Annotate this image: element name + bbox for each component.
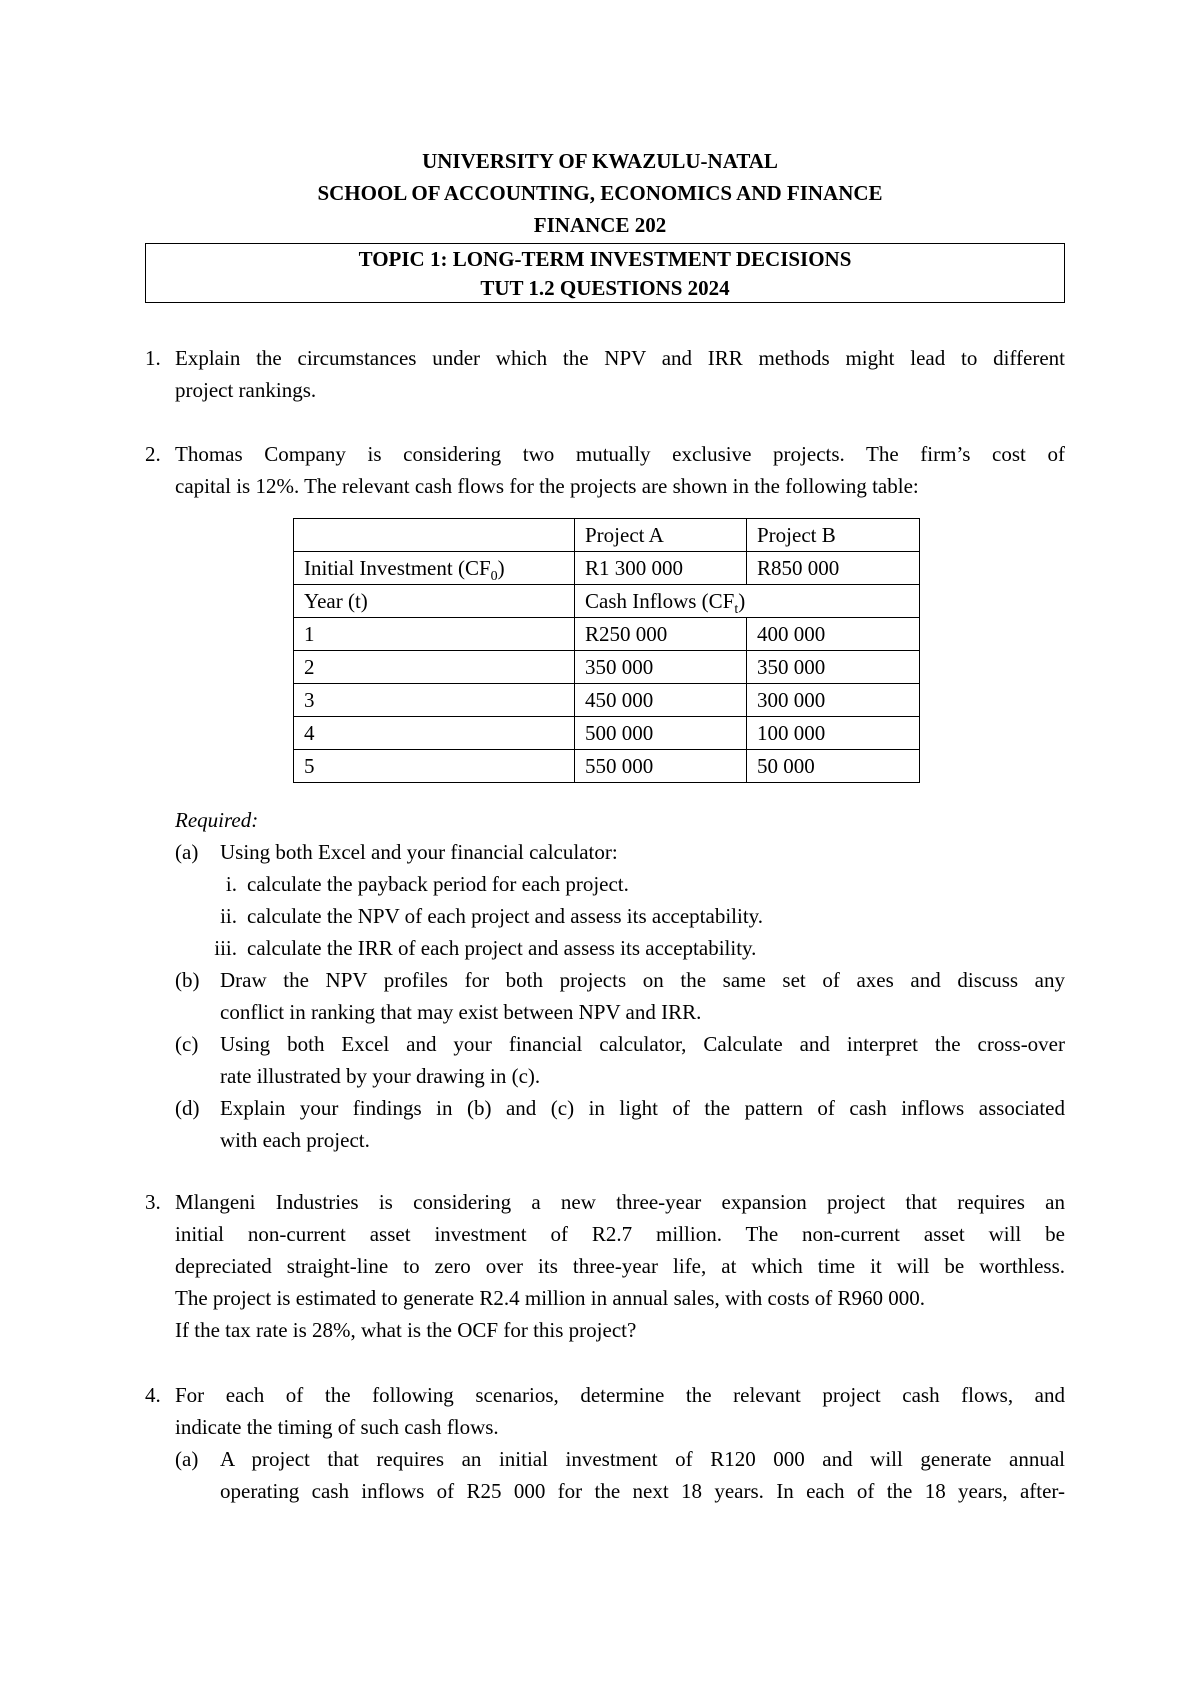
question-text-line: If the tax rate is 28%, what is the OCF for this project? [175,1318,637,1342]
question-number: 3. [145,1190,161,1214]
table-cell: R850 000 [747,552,920,585]
topic-box [145,243,1065,303]
part-text: calculate the payback period for each project. [247,872,629,896]
table-row [294,717,920,750]
course-code: FINANCE 202 [533,213,667,237]
roman-label: iii. [214,936,237,960]
table-cell: R250 000 [575,618,747,651]
part-c [175,1028,1065,1092]
part-text: Using both Excel and your financial calculator, Calculate and interpret the cross-over [220,1032,1065,1056]
part-text: calculate the IRR of each project and assess its acceptability. [247,936,757,960]
question-text-line: Explain the circumstances under which the NPV and IRR methods might lead to different [175,346,1065,370]
table-cell: 350 000 [575,651,747,684]
table-row [294,651,920,684]
table-cell: 500 000 [575,717,747,750]
part-a-i [175,868,1065,900]
part-text: Draw the NPV profiles for both projects on the same set of axes and discuss any [220,968,1065,992]
table-cell: 1 [294,618,575,651]
part-text: Explain your findings in (b) and (c) in light of the pattern of cash inflows associated [220,1096,1065,1120]
table-row [294,684,920,717]
question-number: 4. [145,1383,161,1407]
part-a-ii [175,900,1065,932]
question-2-required [145,804,1065,1156]
part-a [175,836,1065,868]
question-number: 2. [145,442,161,466]
part-text: conflict in ranking that may exist between NPV and IRR. [220,1000,702,1024]
part-text: A project that requires an initial investment of R120 000 and will generate annual [220,1447,1065,1471]
part-label: (a) [175,840,199,864]
table-cell: 350 000 [747,651,920,684]
question-text-line: Mlangeni Industries is considering a new three-year expansion project that requires an [175,1190,1065,1214]
part-a [175,1443,1065,1507]
part-b [175,964,1065,1028]
question-text-line: capital is 12%. The relevant cash flows for the projects are shown in the following table: [175,474,919,498]
initial-investment-label: Initial Investment $(CF_0)$ [294,552,575,585]
table-row [294,585,920,618]
part-label: (d) [175,1096,200,1120]
question-3 [145,1186,1065,1346]
table-cell: R1 300 000 [575,552,747,585]
table-cell: 100 000 [747,717,920,750]
cash-flow-table [293,518,920,783]
university-name: UNIVERSITY OF KWAZULU-NATAL [422,149,778,173]
required-label: Required: [175,808,259,832]
part-label: (a) [175,1447,199,1471]
tutorial-title: TUT 1.2 QUESTIONS 2024 [480,276,730,300]
table-cell: 300 000 [747,684,920,717]
document-header [0,145,1200,241]
table-cell: 550 000 [575,750,747,783]
roman-label: i. [225,872,237,896]
table-cell: 2 [294,651,575,684]
table-cell: 4 [294,717,575,750]
part-text: calculate the NPV of each project and assess its acceptability. [247,904,764,928]
table-cell: 5 [294,750,575,783]
table-row [294,552,920,585]
question-text-line: indicate the timing of such cash flows. [175,1415,499,1439]
table-cell: 400 000 [747,618,920,651]
table-cell: 3 [294,684,575,717]
topic-title: TOPIC 1: LONG-TERM INVESTMENT DECISIONS [358,247,852,271]
part-text: operating cash inflows of R25 000 for the next 18 years. In each of the 18 years, after- [220,1479,1065,1503]
question-text-line: project rankings. [175,378,317,402]
table-cell: 450 000 [575,684,747,717]
part-label: (c) [175,1032,199,1056]
table-row [294,519,920,552]
table-row [294,618,920,651]
question-4 [145,1379,1065,1507]
question-number: 1. [145,346,161,370]
school-name: SCHOOL OF ACCOUNTING, ECONOMICS AND FINANCE [317,181,883,205]
table-cell [294,519,575,552]
table-header-project-a: Project A [575,519,747,552]
question-text-line: The project is estimated to generate R2.4 million in annual sales, with costs of R960 000. [175,1286,926,1310]
part-text: with each project. [220,1128,370,1152]
cash-inflows-label: Cash Inflows $(CF_t)$ [575,585,920,618]
question-2 [145,438,1065,502]
part-text: Using both Excel and your financial calculator: [220,840,618,864]
question-text-line: initial non-current asset investment of R2.7 million. The non-current asset will be [175,1222,1065,1246]
part-label: (b) [175,968,200,992]
year-label: Year (t) [294,585,575,618]
table-header-project-b: Project B [747,519,920,552]
part-d [175,1092,1065,1156]
question-text-line: For each of the following scenarios, determine the relevant project cash flows, and [175,1383,1065,1407]
roman-label: ii. [220,904,237,928]
table-row [294,750,920,783]
part-text: rate illustrated by your drawing in (c). [220,1064,541,1088]
question-text-line: depreciated straight-line to zero over its three-year life, at which time it will be worthless. [175,1254,1065,1278]
question-text-line: Thomas Company is considering two mutually exclusive projects. The firm’s cost of [175,442,1065,466]
table-cell: 50 000 [747,750,920,783]
question-1 [145,342,1065,406]
part-a-iii [175,932,1065,964]
